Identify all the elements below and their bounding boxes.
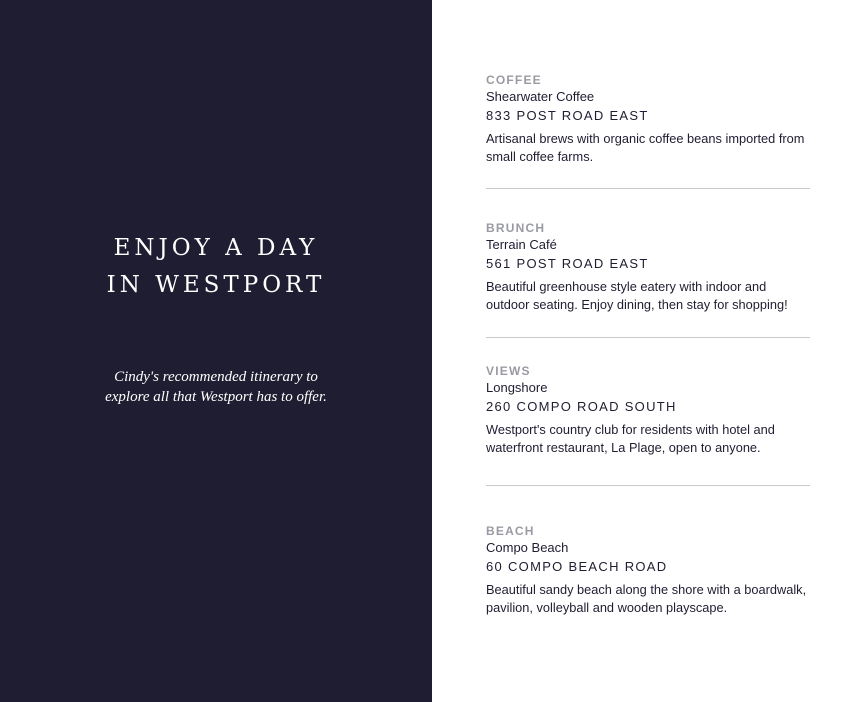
stop-description: Beautiful sandy beach along the shore with a boardwalk, pavilion, volleyball and wooden playscape. [486,582,807,615]
stop-category: BRUNCH [486,221,546,235]
itinerary-stop-beach [486,523,810,617]
stop-category: VIEWS [486,364,531,378]
stop-description: Westport's country club for residents with hotel and waterfront restaurant, La Plage, open to anyone. [486,422,775,455]
stop-address: 260 COMPO ROAD SOUTH [486,399,677,414]
stop-address: 60 COMPO BEACH ROAD [486,559,668,574]
stop-description: Beautiful greenhouse style eatery with indoor and outdoor seating. Enjoy dining, then stay for shopping! [486,279,788,312]
itinerary-stop-views [486,363,810,457]
section-divider [486,485,810,486]
tagline-line-1: Cindy's recommended itinerary to [114,369,318,385]
stop-name: Shearwater Coffee [486,89,595,104]
stop-address: 561 POST ROAD EAST [486,256,649,271]
stop-address: 833 POST ROAD EAST [486,108,649,123]
stop-description: Artisanal brews with organic coffee beans imported from small coffee farms. [486,131,805,164]
itinerary-stop-brunch [486,220,810,314]
itinerary-list [486,0,810,702]
page-title-line-2: IN WESTPORT [106,272,326,298]
stop-name: Compo Beach [486,540,569,555]
stop-category: COFFEE [486,73,542,87]
stop-category: BEACH [486,524,535,538]
page-title [0,230,432,304]
tagline-line-2: explore all that Westport has to offer. [105,389,327,405]
section-divider [486,337,810,338]
stop-name: Terrain Café [486,237,557,252]
stop-name: Longshore [486,380,548,395]
itinerary-tagline [0,367,432,407]
page-title-line-1: ENJOY A DAY [113,235,319,261]
section-divider [486,188,810,189]
itinerary-stop-coffee [486,72,810,166]
